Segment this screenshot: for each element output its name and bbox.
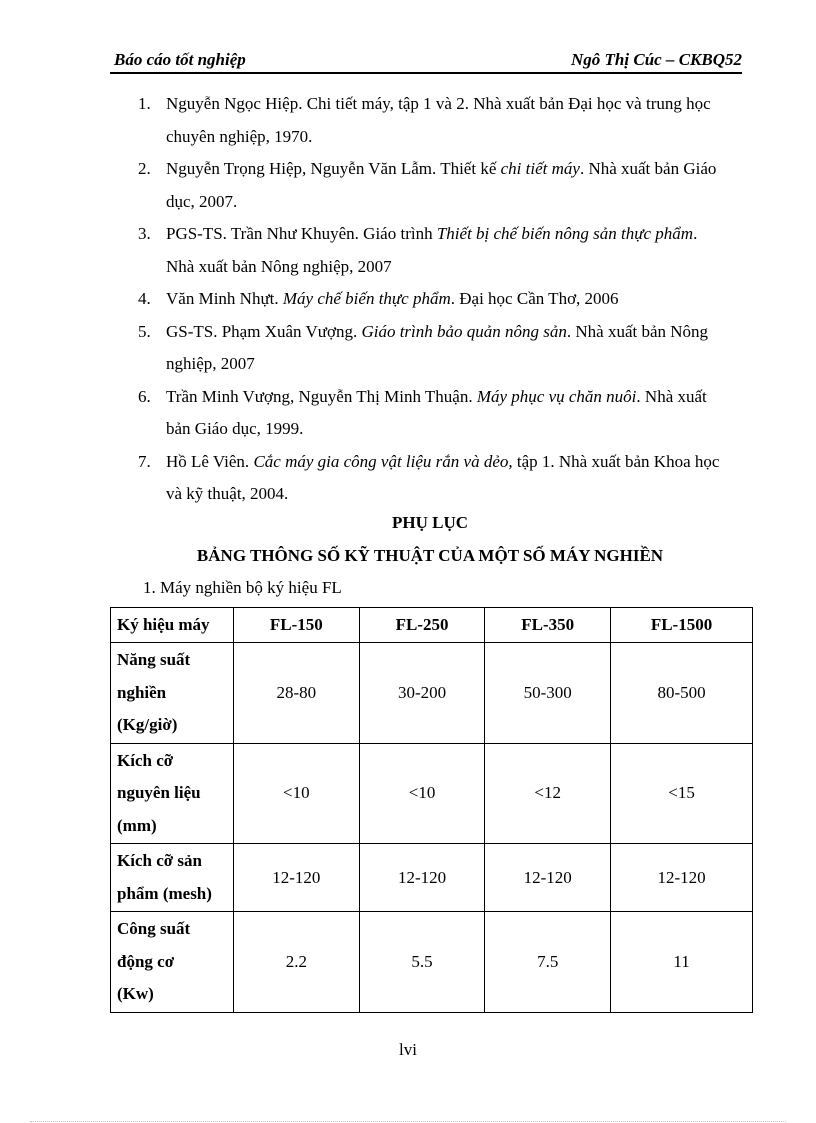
row-label-line: động cơ — [117, 951, 175, 971]
reference-text: Hồ Lê Viên. — [166, 451, 254, 471]
reference-item — [138, 381, 728, 446]
row-label-line: Công suất — [117, 919, 191, 938]
value-cell: 2.2 — [234, 912, 360, 1013]
row-label-line: nguyên liệu — [117, 783, 201, 802]
row-label-line: (Kg/giờ) — [117, 715, 178, 734]
table-row — [111, 912, 753, 1013]
reference-item — [138, 218, 728, 283]
header-cell: FL-350 — [485, 608, 611, 643]
value-cell: 30-200 — [359, 643, 485, 744]
appendix-subtitle: BẢNG THÔNG SỐ KỸ THUẬT CỦA MỘT SỐ MÁY NGHIỀN — [196, 546, 664, 565]
reference-text: GS-TS. Phạm Xuân Vượng. — [166, 321, 362, 341]
reference-item — [138, 88, 728, 153]
reference-number: 2. — [138, 159, 151, 178]
row-label-cell — [111, 844, 234, 912]
value-cell: <15 — [611, 743, 753, 844]
reference-title-italic: Cắc máy gia công vật liệu rắn và dẻo, — [253, 451, 513, 471]
row-label-line: (Kw) — [117, 984, 154, 1003]
reference-text: . Nhà xuất bản Giáo dục, 2007. — [166, 159, 717, 211]
row-label-line: Năng suất — [117, 650, 191, 669]
reference-text: tập 1. Nhà xuất bản Khoa học và kỹ thuật, 2004. — [166, 451, 720, 503]
reference-list — [138, 88, 728, 511]
table-header-row — [111, 608, 753, 643]
header-cell: FL-150 — [234, 608, 360, 643]
value-cell: 50-300 — [485, 643, 611, 744]
reference-item — [138, 153, 728, 218]
reference-title-italic: Thiết bị chế biến nông sản thực phẩm — [436, 224, 694, 243]
reference-text: . Nhà xuất bản Nông nghiệp, 2007 — [166, 321, 709, 373]
header-report-title: Báo cáo tốt nghiệp — [114, 50, 246, 69]
page-number: lvi — [399, 1040, 417, 1059]
reference-number: 3. — [138, 224, 151, 243]
table-row — [111, 643, 753, 744]
row-label-line: Kích cỡ sản — [117, 851, 202, 870]
row-label-cell — [111, 643, 234, 744]
row-label-cell — [111, 743, 234, 844]
value-cell: 5.5 — [359, 912, 485, 1013]
table-row — [111, 844, 753, 912]
value-cell: 7.5 — [485, 912, 611, 1013]
reference-title-italic: Máy chế biến thực phẩm — [282, 289, 451, 308]
value-cell: <12 — [485, 743, 611, 844]
page-bottom-divider — [30, 1121, 786, 1122]
page-header — [110, 48, 742, 74]
row-label-cell — [111, 912, 234, 1013]
reference-number: 4. — [138, 289, 151, 308]
reference-text: Trần Minh Vượng, Nguyễn Thị Minh Thuận. — [166, 386, 477, 406]
reference-text: . Nhà xuất bản Giáo dục, 1999. — [166, 386, 707, 438]
table-caption: 1. Máy nghiền bộ ký hiệu FL — [143, 578, 342, 597]
appendix-title: PHỤ LỤC — [391, 513, 469, 532]
row-label-line: phẩm (mesh) — [117, 883, 212, 903]
spec-table — [110, 607, 753, 1013]
header-cell: FL-1500 — [611, 608, 753, 643]
row-label-line: (mm) — [117, 815, 157, 835]
table-row — [111, 743, 753, 844]
value-cell: <10 — [234, 743, 360, 844]
reference-number: 1. — [138, 94, 151, 113]
value-cell: 12-120 — [485, 844, 611, 912]
value-cell: 80-500 — [611, 643, 753, 744]
value-cell: 12-120 — [234, 844, 360, 912]
value-cell: 12-120 — [611, 844, 753, 912]
value-cell: <10 — [359, 743, 485, 844]
reference-number: 5. — [138, 321, 151, 341]
reference-text: Văn Minh Nhựt. — [166, 289, 283, 308]
reference-text: PGS-TS. Trần Như Khuyên. Giáo trình — [166, 224, 437, 243]
reference-item — [138, 316, 728, 381]
reference-text: Nguyễn Ngọc Hiệp. Chi tiết máy, tập 1 và 2. Nhà xuất bản Đại học và trung học chuyên nghiệp, 1970. — [166, 94, 711, 146]
row-label-line: nghiền — [117, 682, 167, 702]
reference-title-italic: chi tiết máy — [500, 159, 580, 178]
reference-item — [138, 446, 728, 511]
row-label-line: Kích cỡ — [117, 750, 174, 770]
reference-text: . Nhà xuất bản Nông nghiệp, 2007 — [166, 224, 698, 276]
value-cell: 28-80 — [234, 643, 360, 744]
reference-text: Nguyễn Trọng Hiệp, Nguyễn Văn Lẫm. Thiết kế — [166, 159, 501, 178]
value-cell: 11 — [611, 912, 753, 1013]
header-cell: Ký hiệu máy — [111, 608, 234, 643]
value-cell: 12-120 — [359, 844, 485, 912]
reference-text: . Đại học Cần Thơ, 2006 — [450, 289, 619, 308]
header-author: Ngô Thị Cúc – CKBQ52 — [571, 50, 742, 69]
reference-number: 6. — [138, 386, 151, 406]
reference-title-italic: Máy phục vụ chăn nuôi — [476, 386, 637, 406]
header-cell: FL-250 — [359, 608, 485, 643]
reference-title-italic: Giáo trình bảo quản nông sản — [361, 321, 567, 341]
reference-number: 7. — [138, 451, 151, 471]
reference-item — [138, 283, 728, 316]
